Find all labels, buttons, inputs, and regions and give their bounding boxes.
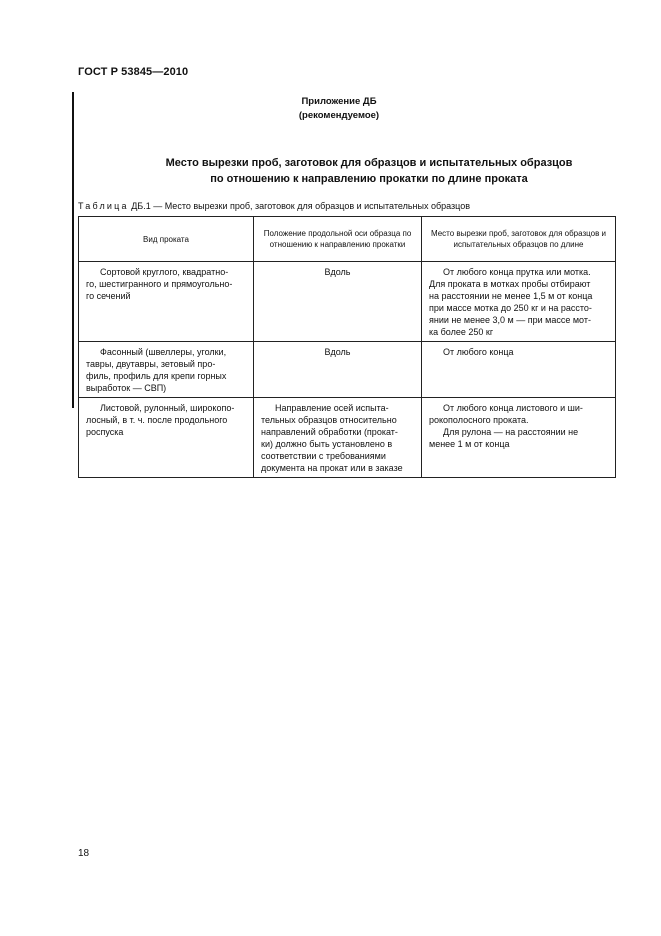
document-header: ГОСТ Р 53845—2010 xyxy=(78,66,189,78)
cell-product-type xyxy=(79,398,254,478)
text-line: Для проката в мотках пробы отбирают xyxy=(429,279,591,289)
text-line: выработок — СВП) xyxy=(86,383,167,393)
cell-axis-position: Вдоль xyxy=(254,262,422,342)
cell-cut-location xyxy=(422,262,616,342)
header-product-type: Вид проката xyxy=(79,217,254,262)
text-line: документа на прокат или в заказе xyxy=(261,463,403,473)
appendix-heading xyxy=(78,95,600,123)
text-line: на расстоянии не менее 1,5 м от конца xyxy=(429,291,593,301)
cell-cut-location xyxy=(422,398,616,478)
cell-axis-position xyxy=(254,398,422,478)
header-cut-location: Место вырезки проб, заготовок для образцов и испытательных образцов по длине xyxy=(422,217,616,262)
rolled-products-table xyxy=(78,216,616,478)
cell-product-type xyxy=(79,342,254,398)
text-line: направлений обработки (прокат- xyxy=(261,427,398,437)
text-line: Для рулона — на расстоянии не xyxy=(443,427,579,437)
table-caption-text: ДБ.1 — Место вырезки проб, заготовок для образцов и испытательных образцов xyxy=(128,201,470,211)
text-line: Сортовой круглого, квадратно- xyxy=(100,267,229,277)
text-line: Фасонный (швеллеры, уголки, xyxy=(100,347,227,357)
text-line: филь, профиль для крепи горных xyxy=(86,371,227,381)
text-line: янии не менее 3,0 м — при массе мот- xyxy=(429,315,591,325)
cell-axis-position: Вдоль xyxy=(254,342,422,398)
text-line: го, шестигранного и прямоугольно- xyxy=(86,279,233,289)
table-row xyxy=(79,262,616,342)
section-title xyxy=(78,155,660,187)
header-axis-position: Положение продольной оси образца по отношению к направлению прокатки xyxy=(254,217,422,262)
text-line: рокополосного проката. xyxy=(429,415,529,425)
section-title-line: по отношению к направлению прокатки по длине проката xyxy=(210,173,528,185)
table-caption xyxy=(78,200,470,212)
page-number: 18 xyxy=(78,848,90,859)
text-line: менее 1 м от конца xyxy=(429,439,510,449)
text-line: тельных образцов относительно xyxy=(261,415,397,425)
table-header-row xyxy=(79,217,616,262)
table-caption-prefix: Таблица xyxy=(78,201,129,211)
cell-cut-location xyxy=(422,342,616,398)
table-row xyxy=(79,342,616,398)
text-line: ка более 250 кг xyxy=(429,327,494,337)
text-line: От любого конца xyxy=(443,347,514,357)
text-line: Направление осей испыта- xyxy=(275,403,389,413)
text-line: лосный, в т. ч. после продольного xyxy=(86,415,228,425)
text-line: От любого конца листового и ши- xyxy=(443,403,583,413)
table-row xyxy=(79,398,616,478)
text-line: От любого конца прутка или мотка. xyxy=(443,267,591,277)
text-line: тавры, двутавры, зетовый про- xyxy=(86,359,216,369)
text-line: при массе мотка до 250 кг и на рассто- xyxy=(429,303,592,313)
section-title-line: Место вырезки проб, заготовок для образцов и испытательных образцов xyxy=(165,157,573,169)
cell-product-type xyxy=(79,262,254,342)
text-line: ки) должно быть установлено в xyxy=(261,439,393,449)
appendix-title: Приложение ДБ xyxy=(301,96,377,107)
margin-change-bar xyxy=(72,92,74,408)
text-line: го сечений xyxy=(86,291,131,301)
appendix-status: (рекомендуемое) xyxy=(298,110,380,121)
text-line: соответствии с требованиями xyxy=(261,451,386,461)
text-line: роспуска xyxy=(86,427,124,437)
text-line: Листовой, рулонный, широкопо- xyxy=(100,403,235,413)
